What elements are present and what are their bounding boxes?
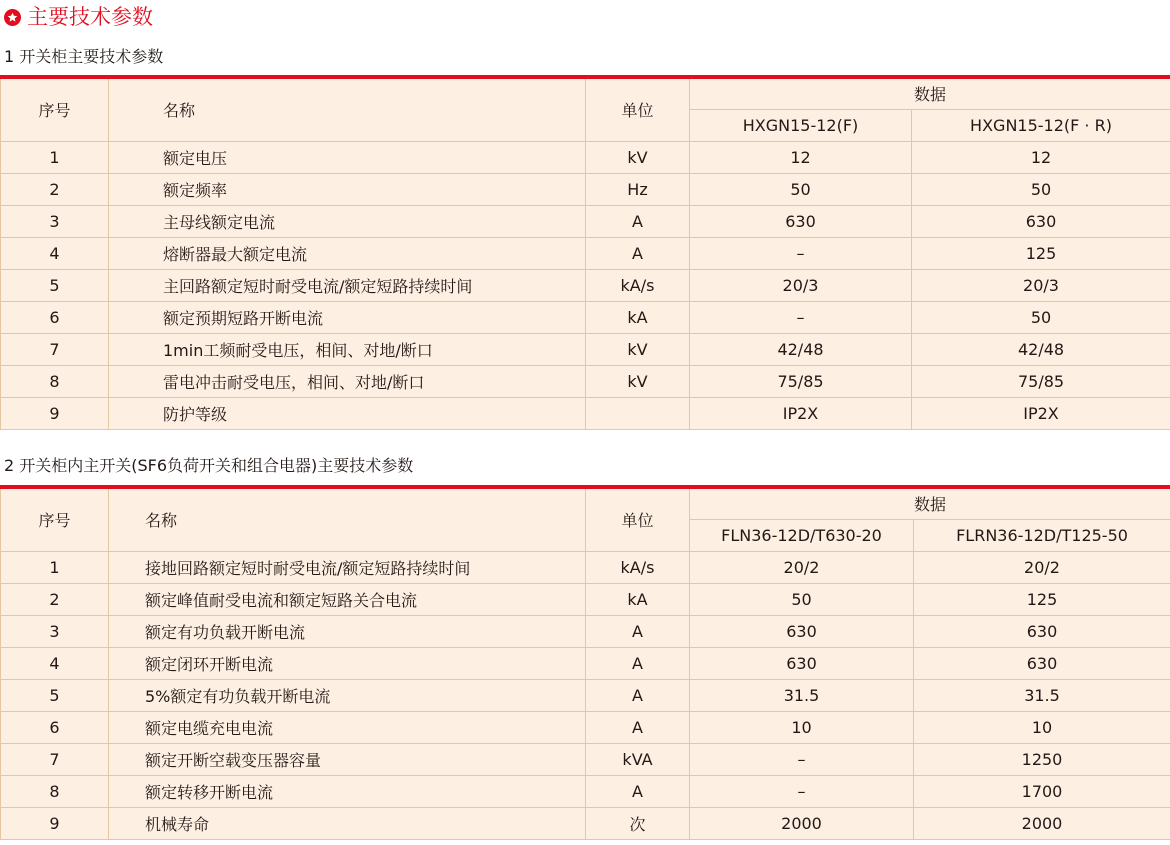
section-heading-1: 1 开关柜主要技术参数 <box>4 47 164 66</box>
row-value-1: 630 <box>690 647 914 679</box>
page-title-text: 主要技术参数 <box>27 4 153 29</box>
row-value-1: 20/3 <box>690 269 912 301</box>
table-row <box>1 365 1170 397</box>
row-value-1: 20/2 <box>690 551 914 583</box>
row-unit: kV <box>586 365 690 397</box>
table-row <box>1 743 1170 775</box>
header-model-2: FLRN36-12D/T125-50 <box>914 519 1170 551</box>
table-row <box>1 301 1170 333</box>
row-name: 额定开断空载变压器容量 <box>109 743 586 775</box>
row-unit: A <box>586 237 690 269</box>
row-value-2: 50 <box>912 301 1170 333</box>
header-data: 数据 <box>690 77 1170 109</box>
header-model-1: FLN36-12D/T630-20 <box>690 519 914 551</box>
row-unit: 次 <box>586 807 690 839</box>
row-value-2: 20/2 <box>914 551 1170 583</box>
row-no: 2 <box>1 173 109 205</box>
row-unit: kVA <box>586 743 690 775</box>
row-value-2: 12 <box>912 141 1170 173</box>
row-value-2: 31.5 <box>914 679 1170 711</box>
row-name: 机械寿命 <box>109 807 586 839</box>
row-unit: A <box>586 775 690 807</box>
header-unit: 单位 <box>586 77 690 141</box>
header-model-2: HXGN15-12(F · R) <box>912 109 1170 141</box>
header-no: 序号 <box>1 487 109 551</box>
header-model-1: HXGN15-12(F) <box>690 109 912 141</box>
row-unit: A <box>586 647 690 679</box>
row-value-1: – <box>690 775 914 807</box>
row-value-2: 125 <box>912 237 1170 269</box>
table-row <box>1 711 1170 743</box>
table-header-row <box>1 487 1170 519</box>
row-name: 额定峰值耐受电流和额定短路关合电流 <box>109 583 586 615</box>
row-unit: Hz <box>586 173 690 205</box>
row-name: 5%额定有功负载开断电流 <box>109 679 586 711</box>
row-unit <box>586 397 690 429</box>
row-value-2: 75/85 <box>912 365 1170 397</box>
row-no: 3 <box>1 205 109 237</box>
row-value-1: – <box>690 301 912 333</box>
row-name: 接地回路额定短时耐受电流/额定短路持续时间 <box>109 551 586 583</box>
table-row <box>1 333 1170 365</box>
row-no: 7 <box>1 333 109 365</box>
row-value-2: 630 <box>914 647 1170 679</box>
row-unit: A <box>586 679 690 711</box>
row-name: 熔断器最大额定电流 <box>109 237 586 269</box>
row-unit: A <box>586 711 690 743</box>
row-name: 主母线额定电流 <box>109 205 586 237</box>
row-no: 4 <box>1 647 109 679</box>
table-row <box>1 269 1170 301</box>
row-value-1: 12 <box>690 141 912 173</box>
header-name: 名称 <box>109 487 586 551</box>
row-value-2: IP2X <box>912 397 1170 429</box>
page-title <box>4 0 153 34</box>
star-badge-icon <box>4 9 21 26</box>
table-row <box>1 583 1170 615</box>
header-no: 序号 <box>1 77 109 141</box>
row-no: 9 <box>1 397 109 429</box>
row-value-1: 50 <box>690 173 912 205</box>
row-value-2: 630 <box>912 205 1170 237</box>
row-value-1: 630 <box>690 205 912 237</box>
row-unit: kA/s <box>586 551 690 583</box>
row-value-1: 50 <box>690 583 914 615</box>
row-unit: A <box>586 205 690 237</box>
table-row <box>1 173 1170 205</box>
table-row <box>1 615 1170 647</box>
row-no: 8 <box>1 365 109 397</box>
row-name: 额定电缆充电电流 <box>109 711 586 743</box>
spec-table-2 <box>0 485 1170 840</box>
row-value-1: – <box>690 237 912 269</box>
row-no: 3 <box>1 615 109 647</box>
row-value-2: 630 <box>914 615 1170 647</box>
row-no: 1 <box>1 551 109 583</box>
row-name: 额定闭环开断电流 <box>109 647 586 679</box>
row-value-2: 125 <box>914 583 1170 615</box>
table-row <box>1 647 1170 679</box>
row-no: 5 <box>1 269 109 301</box>
row-value-1: 630 <box>690 615 914 647</box>
header-data: 数据 <box>690 487 1170 519</box>
row-unit: kA <box>586 583 690 615</box>
table-header-row <box>1 77 1170 109</box>
row-value-1: 31.5 <box>690 679 914 711</box>
row-name: 1min工频耐受电压，相间、对地/断口 <box>109 333 586 365</box>
row-unit: kA/s <box>586 269 690 301</box>
row-value-2: 10 <box>914 711 1170 743</box>
row-value-1: 10 <box>690 711 914 743</box>
row-value-2: 50 <box>912 173 1170 205</box>
header-unit: 单位 <box>586 487 690 551</box>
section-heading-2: 2 开关柜内主开关(SF6负荷开关和组合电器)主要技术参数 <box>4 456 414 475</box>
row-value-2: 1250 <box>914 743 1170 775</box>
row-name: 主回路额定短时耐受电流/额定短路持续时间 <box>109 269 586 301</box>
row-value-1: 42/48 <box>690 333 912 365</box>
row-name: 额定频率 <box>109 173 586 205</box>
table-row <box>1 205 1170 237</box>
row-no: 6 <box>1 711 109 743</box>
table-row <box>1 807 1170 839</box>
row-value-2: 20/3 <box>912 269 1170 301</box>
table-row <box>1 679 1170 711</box>
table-row <box>1 141 1170 173</box>
table-row <box>1 237 1170 269</box>
row-no: 6 <box>1 301 109 333</box>
row-value-2: 1700 <box>914 775 1170 807</box>
row-value-1: 2000 <box>690 807 914 839</box>
row-unit: A <box>586 615 690 647</box>
row-no: 9 <box>1 807 109 839</box>
row-value-1: – <box>690 743 914 775</box>
row-no: 5 <box>1 679 109 711</box>
row-name: 额定电压 <box>109 141 586 173</box>
row-value-2: 2000 <box>914 807 1170 839</box>
row-unit: kA <box>586 301 690 333</box>
row-no: 4 <box>1 237 109 269</box>
row-value-2: 42/48 <box>912 333 1170 365</box>
row-name: 雷电冲击耐受电压，相间、对地/断口 <box>109 365 586 397</box>
table-row <box>1 551 1170 583</box>
table-row <box>1 397 1170 429</box>
row-unit: kV <box>586 141 690 173</box>
row-name: 额定有功负载开断电流 <box>109 615 586 647</box>
table-row <box>1 775 1170 807</box>
row-name: 额定转移开断电流 <box>109 775 586 807</box>
row-name: 防护等级 <box>109 397 586 429</box>
header-name: 名称 <box>109 77 586 141</box>
row-no: 1 <box>1 141 109 173</box>
row-name: 额定预期短路开断电流 <box>109 301 586 333</box>
row-no: 7 <box>1 743 109 775</box>
row-unit: kV <box>586 333 690 365</box>
row-value-1: 75/85 <box>690 365 912 397</box>
row-no: 2 <box>1 583 109 615</box>
row-no: 8 <box>1 775 109 807</box>
row-value-1: IP2X <box>690 397 912 429</box>
spec-table-1 <box>0 75 1170 430</box>
